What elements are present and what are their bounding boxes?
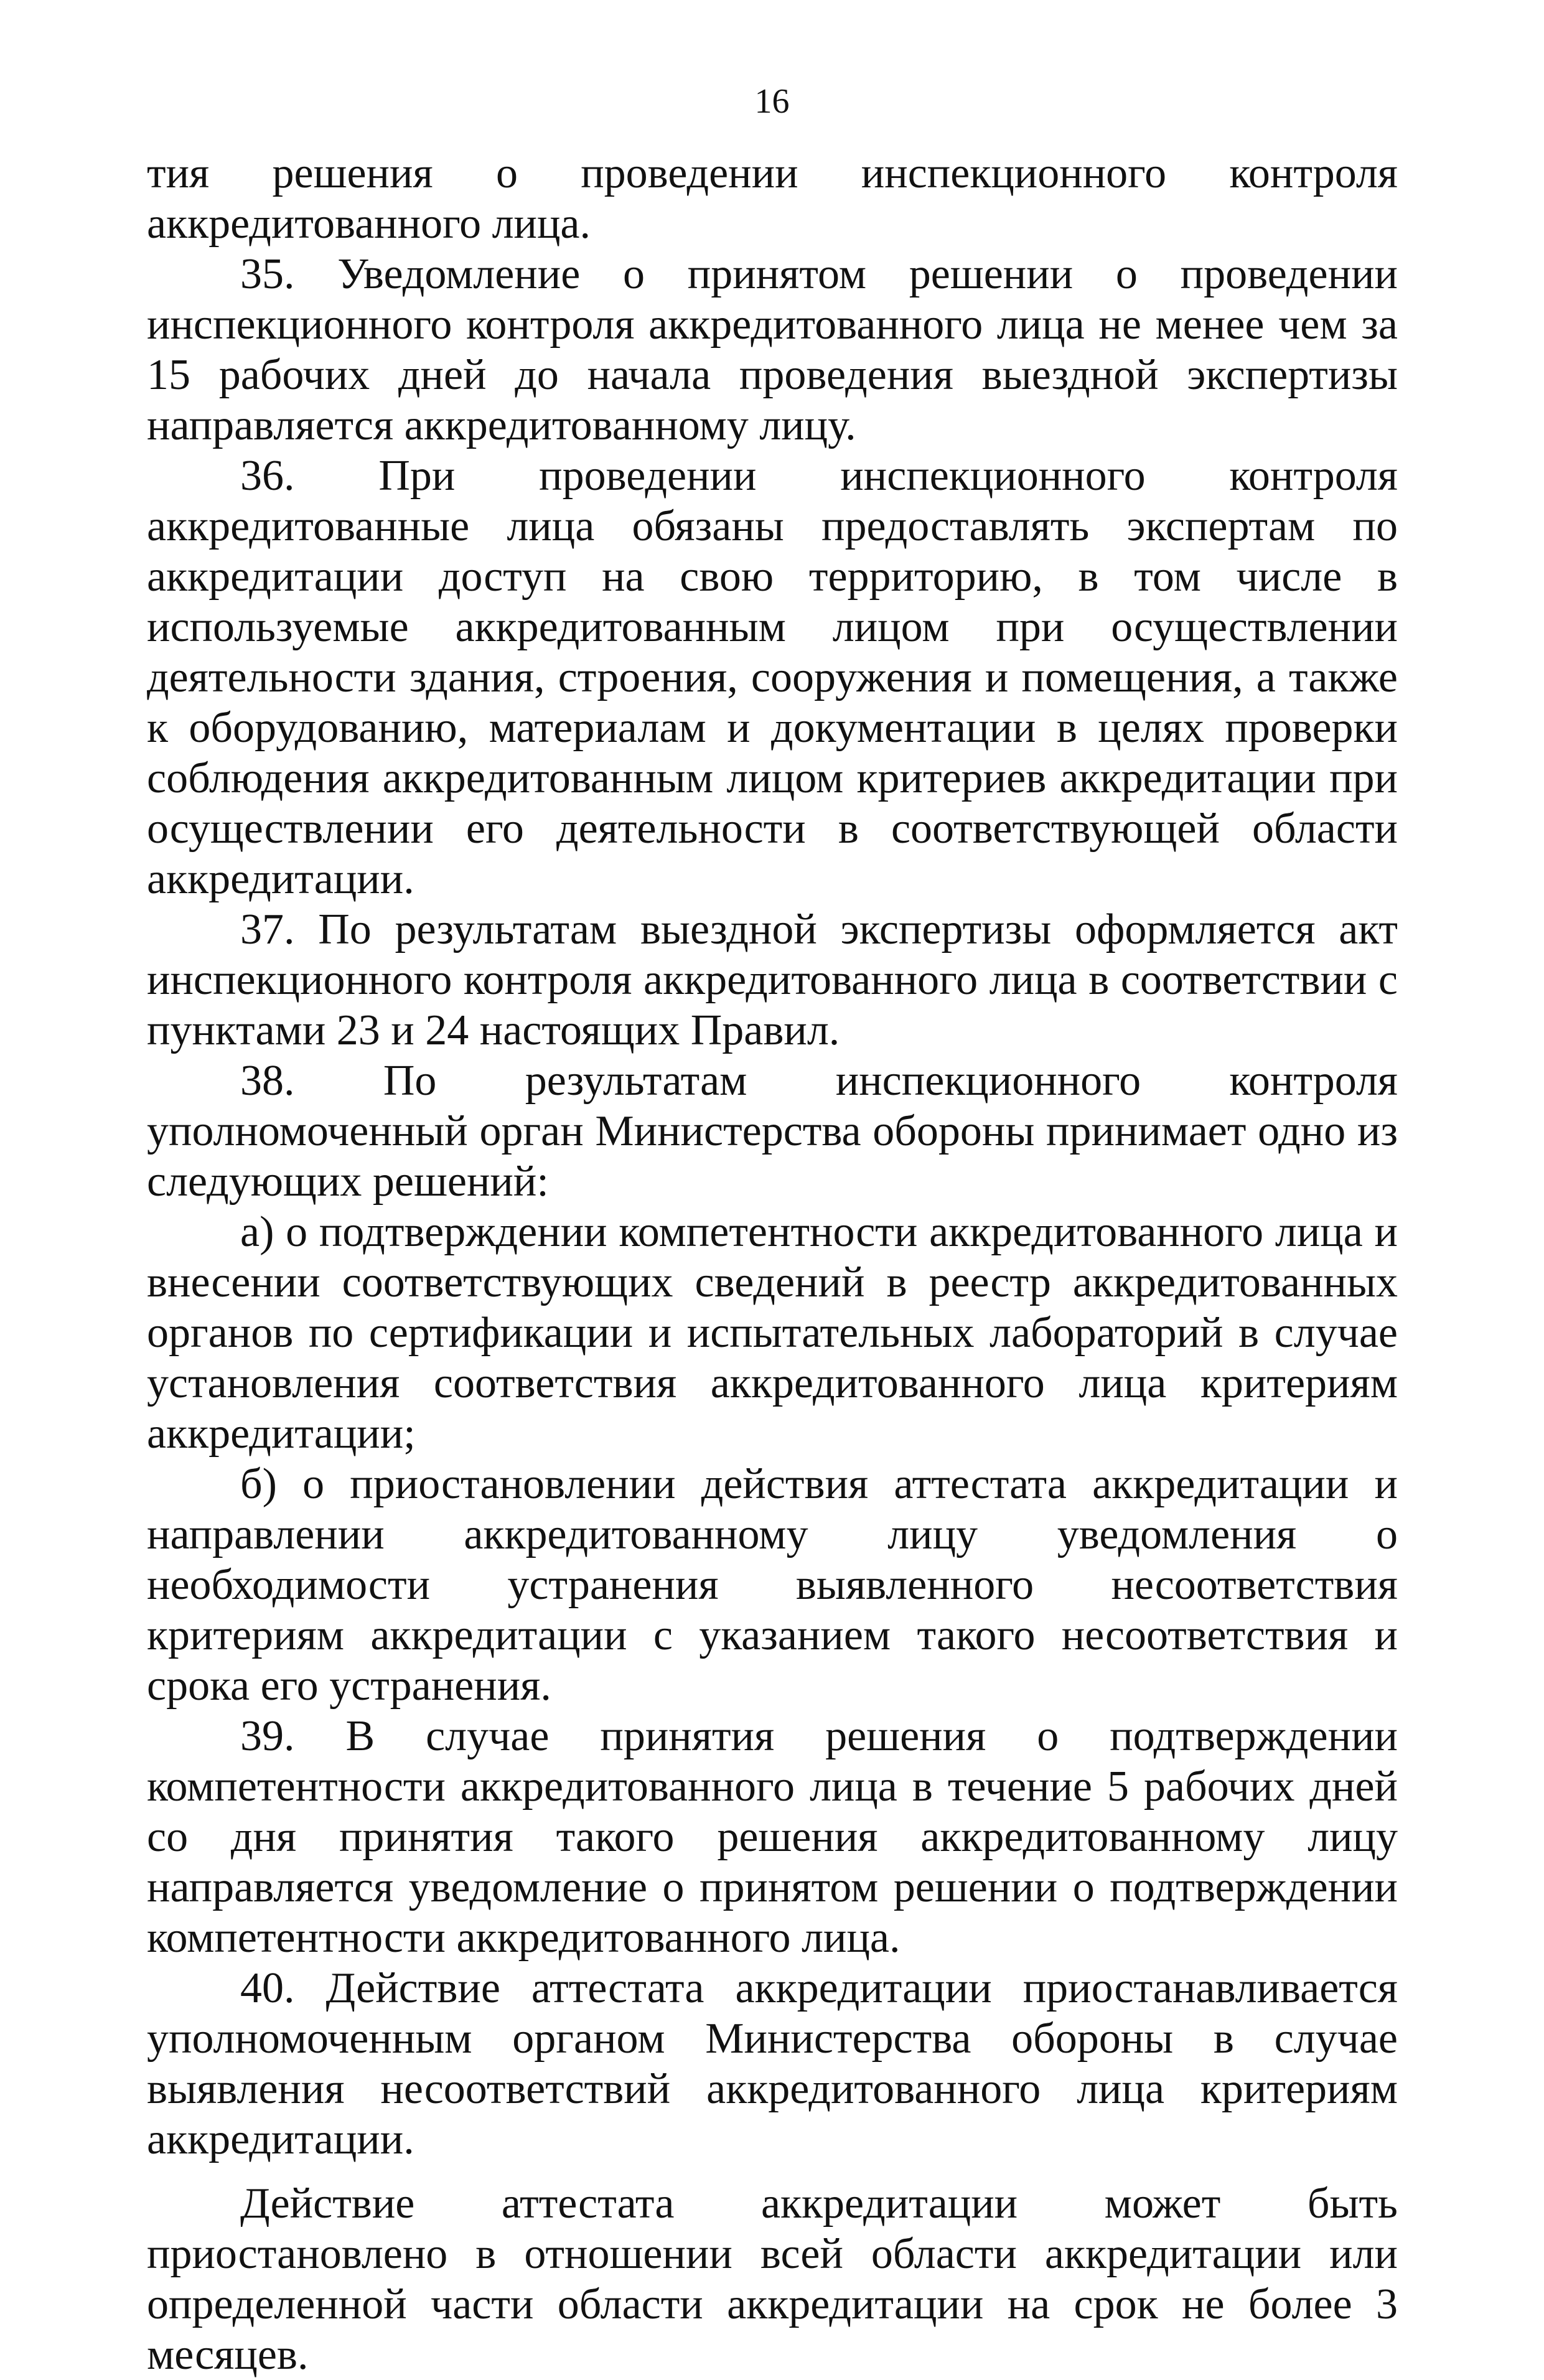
paragraph-35: 35. Уведомление о принятом решении о проведении инспекционного контроля аккредитованного лица не менее чем за 15 рабочих дней до начала проведения выездной экспертизы направляется аккредитованному лицу. [147,250,1398,449]
page-number: 16 [754,82,790,121]
paragraph-38-b: б) о приостановлении действия аттестата аккредитации и направлении аккредитованному лицу уведомления о необходимости устранения выявленного несоответствия критериям аккредитации с указанием такого несоответствия и срока его устранения. [147,1460,1398,1710]
paragraph-38-a: а) о подтверждении компетентности аккредитованного лица и внесении соответствующих сведений в реестр аккредитованных органов по сертификации и испытательных лабораторий в случае установления соответствия аккредитованного лица критериям аккредитации; [147,1208,1398,1458]
paragraph-continuation: тия решения о проведении инспекционного контроля аккредитованного лица. [147,149,1398,248]
paragraph-38: 38. По результатам инспекционного контроля уполномоченный орган Министерства обороны принимает одно из следующих решений: [147,1057,1398,1206]
paragraph-37: 37. По результатам выездной экспертизы оформляется акт инспекционного контроля аккредитованного лица в соответствии с пунктами 23 и 24 настоящих Правил. [147,906,1398,1054]
paragraph-36: 36. При проведении инспекционного контроля аккредитованные лица обязаны предоставлять экспертам по аккредитации доступ на свою территорию, в том числе в используемые аккредитованным лицом при осуществлении деятельности здания, строения, сооружения и помещения, а также к оборудованию, материалам и документации в целях проверки соблюдения аккредитованным лицом критериев аккредитации при осуществлении его деятельности в соответствующей области аккредитации. [147,452,1398,903]
paragraph-39: 39. В случае принятия решения о подтверждении компетентности аккредитованного лица в течение 5 рабочих дней со дня принятия такого решения аккредитованному лицу направляется уведомление о принятом решении о подтверждении компетентности аккредитованного лица. [147,1712,1398,1962]
document-body [147,148,1398,2380]
paragraph-40: 40. Действие аттестата аккредитации приостанавливается уполномоченным органом Министерства обороны в случае выявления несоответствий аккредитованного лица критериям аккредитации. [147,1964,1398,2163]
paragraph-40-continued: Действие аттестата аккредитации может быть приостановлено в отношении всей области аккредитации или определенной части области аккредитации на срок не более 3 месяцев. [147,2180,1398,2379]
